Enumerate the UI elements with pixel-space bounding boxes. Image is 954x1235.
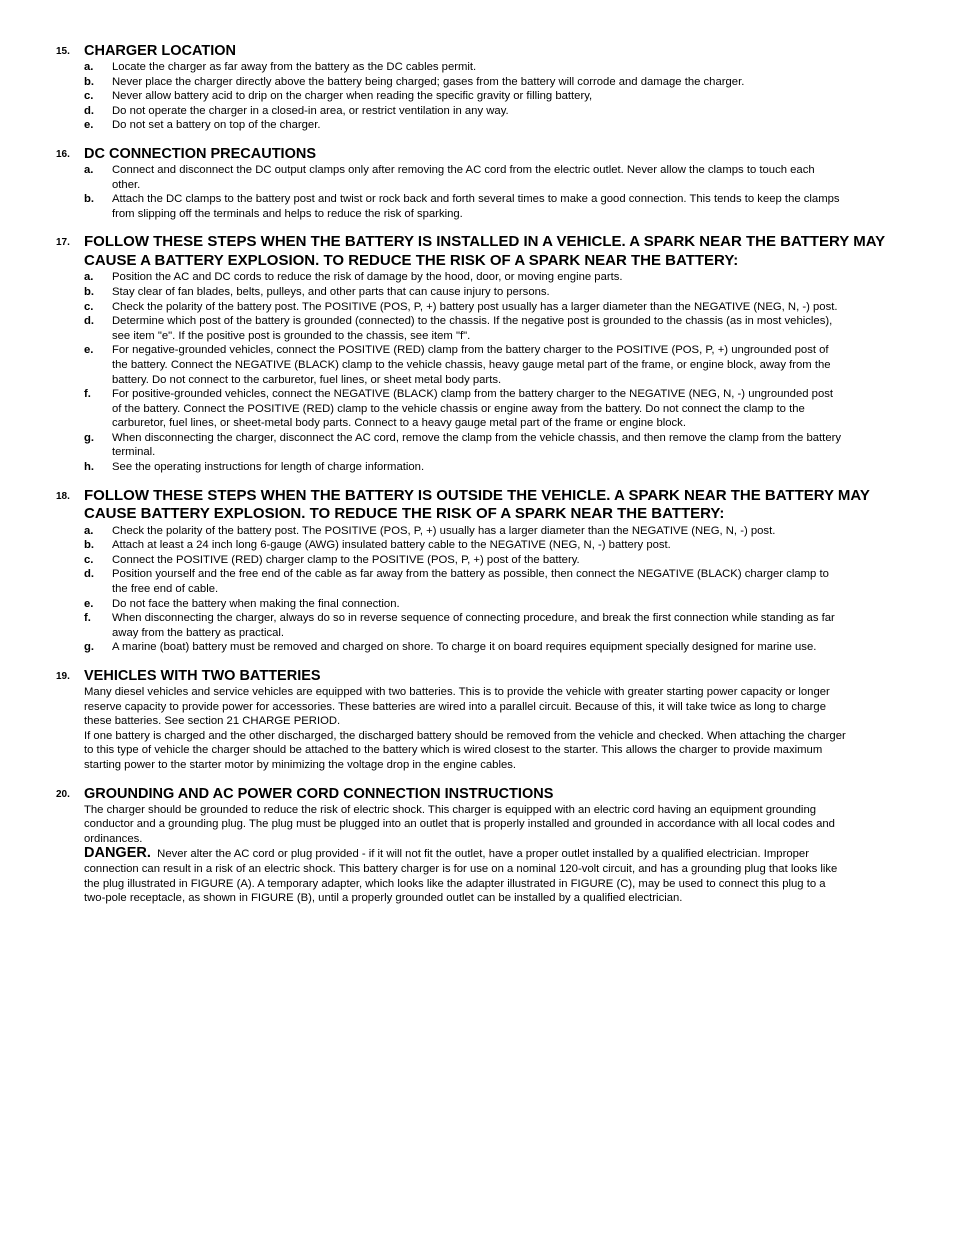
- danger-text: Never alter the AC cord or plug provided - if it will not fit the outlet, have a proper outlet installed by a qualified electrician. Improper connection can result in a risk of an electric shock. This battery charger is for use on a nominal 120-volt circuit, and has a grounding plug that looks like the plug illustrated in FIGURE (A). A temporary adapter, which looks like the adapter illustrated in FIGURE (C), may be used to connect this plug to a two-pole receptacle, as shown in FIGURE (B), until a properly grounded outlet can be installed by a qualified electrician.: [84, 848, 838, 905]
- item-letter: a.: [84, 524, 94, 537]
- list-item: [0, 104, 954, 119]
- item-letter: e.: [84, 344, 94, 357]
- section-title: FOLLOW THESE STEPS WHEN THE BATTERY IS OUTSIDE THE VEHICLE. A SPARK NEAR THE BATTERY MAY CAUSE BATTERY EXPLOSION. TO REDUCE THE RISK OF A SPARK NEAR THE BATTERY:: [84, 486, 870, 523]
- item-text: Never place the charger directly above the battery being charged; gases from the battery will corrode and damage the charger.: [112, 75, 745, 88]
- section-number: 15.: [56, 46, 70, 57]
- body-paragraph: If one battery is charged and the other discharged, the discharged battery should be removed from the vehicle and checked. When attaching the charger to this type of vehicle the charger should be attached to the battery which is wired closest to the starter. This allows the charger to provide maximum starting power to the starter motor by minimizing the voltage drop in the engine cables.: [84, 729, 846, 771]
- section-title: DC CONNECTION PRECAUTIONS: [84, 145, 317, 162]
- list-item: [0, 460, 954, 475]
- item-letter: c.: [84, 553, 94, 566]
- section-dc-connection-precautions: [0, 145, 954, 221]
- section-battery-outside-vehicle: [0, 487, 954, 655]
- item-letter: f.: [84, 388, 91, 401]
- item-letter: d.: [84, 568, 95, 581]
- item-text: For positive-grounded vehicles, connect the NEGATIVE (BLACK) clamp from the battery charger to the NEGATIVE (NEG, N, -) ungrounded post of the battery. Connect the POSITIVE (RED) clamp to the vehicle chassis or engine away from the battery. Do not connect the clamp to the carburetor, fuel lines, or sheet-metal body parts. Connect to a heavy gauge metal part of the frame or engine block.: [112, 388, 834, 430]
- item-letter: g.: [84, 431, 95, 444]
- item-letter: d.: [84, 104, 95, 117]
- item-letter: b.: [84, 193, 95, 206]
- item-text: A marine (boat) battery must be removed and charged on shore. To charge it on board requires equipment specially designed for marine use.: [112, 641, 817, 654]
- section-number: 17.: [56, 237, 70, 249]
- item-letter: d.: [84, 315, 95, 328]
- section-number: 18.: [56, 490, 70, 502]
- item-text: Do not face the battery when making the final connection.: [112, 597, 400, 610]
- danger-label: DANGER.: [84, 845, 151, 862]
- item-letter: b.: [84, 539, 95, 552]
- list-item: [0, 285, 954, 300]
- list-item: [0, 60, 954, 75]
- document-page: [0, 42, 954, 918]
- list-item: [0, 538, 954, 553]
- item-text: Do not set a battery on top of the charger.: [112, 119, 321, 132]
- list-item: [0, 387, 954, 431]
- item-text: Attach at least a 24 inch long 6-gauge (AWG) insulated battery cable to the NEGATIVE (NEG, N, -) battery post.: [112, 539, 671, 552]
- item-list: [0, 524, 954, 655]
- item-letter: b.: [84, 75, 95, 88]
- section-title: FOLLOW THESE STEPS WHEN THE BATTERY IS INSTALLED IN A VEHICLE. A SPARK NEAR THE BATTERY MAY CAUSE A BATTERY EXPLOSION. TO REDUCE THE RISK OF A SPARK NEAR THE BATTERY:: [84, 233, 885, 269]
- item-text: Stay clear of fan blades, belts, pulleys, and other parts that can cause injury to persons.: [112, 285, 550, 298]
- item-text: Position yourself and the free end of the cable as far away from the battery as possible, then connect the NEGATIVE (BLACK) charger clamp to the free end of cable.: [112, 568, 829, 596]
- item-letter: a.: [84, 61, 94, 73]
- item-letter: e.: [84, 119, 94, 132]
- item-letter: a.: [84, 271, 94, 284]
- item-letter: f.: [84, 612, 91, 625]
- section-heading: [0, 667, 954, 685]
- item-letter: b.: [84, 285, 95, 298]
- body-paragraph: Many diesel vehicles and service vehicles are equipped with two batteries. This is to provide the vehicle with greater starting power capacity or longer reserve capacity to provide power for accessories. These batteries are wired into a parallel circuit. Because of this, it will take twice as long to charge these batteries. See section 21 CHARGE PERIOD.: [84, 686, 830, 728]
- item-text: Position the AC and DC cords to reduce the risk of damage by the hood, door, or moving engine parts.: [112, 271, 623, 284]
- section-heading: [0, 42, 954, 60]
- section-title: VEHICLES WITH TWO BATTERIES: [84, 668, 321, 684]
- list-item: [0, 163, 954, 192]
- section-grounding-instructions: [0, 785, 954, 906]
- section-number: 16.: [56, 148, 70, 160]
- section-title: GROUNDING AND AC POWER CORD CONNECTION INSTRUCTIONS: [84, 785, 554, 802]
- section-heading: [0, 145, 954, 163]
- item-text: Attach the DC clamps to the battery post and twist or rock back and forth several times to make a good connection. This tends to keep the clamps from slipping off the terminals and helps to reduce the risk of sparking.: [112, 193, 840, 220]
- list-item: [0, 270, 954, 285]
- list-item: [0, 524, 954, 539]
- item-letter: c.: [84, 90, 94, 103]
- list-item: [0, 89, 954, 104]
- list-item: [0, 567, 954, 596]
- body-paragraph: The charger should be grounded to reduce the risk of electric shock. This charger is equipped with an electric cord having an equipment grounding conductor and a grounding plug. The plug must be plugged into an outlet that is properly installed and grounded in accordance with all local codes and ordinances.: [84, 803, 835, 845]
- section-title: CHARGER LOCATION: [84, 43, 236, 59]
- item-text: Determine which post of the battery is grounded (connected) to the chassis. If the negative post is grounded to the chassis (as in most vehicles), see item "e". If the positive post is grounded to the chassis, see item "f".: [112, 315, 833, 342]
- item-letter: c.: [84, 300, 94, 313]
- item-letter: a.: [84, 163, 94, 176]
- section-heading: [0, 233, 954, 270]
- list-item: [0, 611, 954, 640]
- item-text: Locate the charger as far away from the battery as the DC cables permit.: [112, 61, 477, 73]
- item-text: Connect and disconnect the DC output clamps only after removing the AC cord from the electric outlet. Never allow the clamps to touch each other.: [112, 163, 815, 191]
- section-heading: [0, 487, 954, 524]
- list-item: [0, 118, 954, 133]
- item-list: [0, 60, 954, 133]
- list-item: [0, 640, 954, 655]
- item-text: Never allow battery acid to drip on the charger when reading the specific gravity or filling battery,: [112, 90, 593, 103]
- section-number: 20.: [56, 788, 70, 800]
- item-list: [0, 163, 954, 221]
- item-text: Connect the POSITIVE (RED) charger clamp to the POSITIVE (POS, P, +) post of the battery.: [112, 553, 580, 566]
- list-item: [0, 431, 954, 460]
- list-item: [0, 75, 954, 90]
- item-letter: e.: [84, 597, 94, 610]
- item-text: See the operating instructions for length of charge information.: [112, 461, 425, 474]
- item-text: For negative-grounded vehicles, connect the POSITIVE (RED) clamp from the battery charger to the POSITIVE (POS, P, +) ungrounded post of the battery. Connect the NEGATIVE (BLACK) clamp to the vehicle chassis, heavy gauge metal part of the frame, or engine block, away from the battery. Do not connect to the carburetor, fuel lines, or sheet metal body parts.: [112, 344, 831, 386]
- list-item: [0, 192, 954, 221]
- list-item: [0, 597, 954, 612]
- list-item: [0, 553, 954, 568]
- item-text: When disconnecting the charger, always do so in reverse sequence of connecting procedure, and break the first connection while standing as far away from the battery as practical.: [112, 612, 835, 639]
- item-list: [0, 270, 954, 474]
- section-heading: [0, 785, 954, 803]
- list-item: [0, 343, 954, 387]
- section-battery-in-vehicle: [0, 233, 954, 474]
- item-text: Check the polarity of the battery post. The POSITIVE (POS, P, +) battery post usually has a larger diameter than the NEGATIVE (NEG, N, -) post.: [112, 300, 838, 313]
- item-text: When disconnecting the charger, disconnect the AC cord, remove the clamp from the vehicle chassis, and then remove the clamp from the battery terminal.: [112, 431, 842, 459]
- item-text: Check the polarity of the battery post. The POSITIVE (POS, P, +) usually has a larger diameter than the NEGATIVE (NEG, N, -) post.: [112, 524, 776, 537]
- danger-paragraph: [0, 846, 954, 905]
- section-two-batteries: [0, 667, 954, 773]
- section-charger-location: [0, 42, 954, 133]
- list-item: [0, 314, 954, 343]
- item-letter: g.: [84, 641, 95, 654]
- section-number: 19.: [56, 671, 70, 682]
- item-text: Do not operate the charger in a closed-in area, or restrict ventilation in any way.: [112, 104, 509, 117]
- list-item: [0, 300, 954, 315]
- item-letter: h.: [84, 461, 95, 474]
